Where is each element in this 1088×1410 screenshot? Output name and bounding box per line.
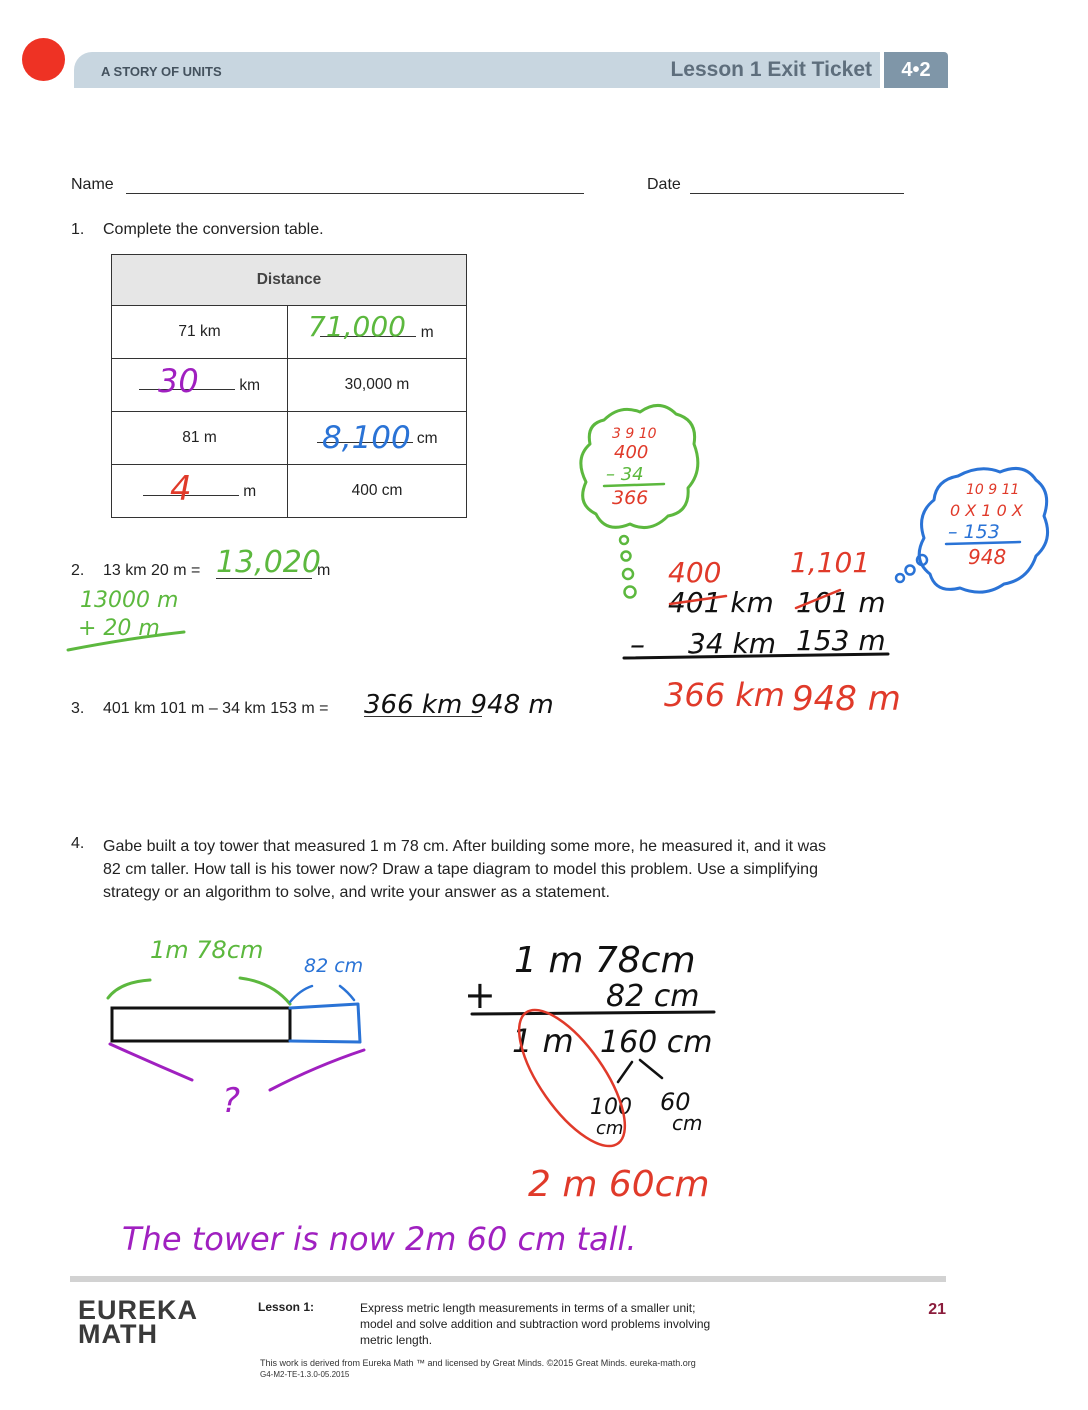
q2-work-line2: + 20 m xyxy=(78,616,160,641)
q1-answer-3: 8,100 xyxy=(322,420,411,456)
footer-desc-line: Express metric length measurements in terms of a smaller unit; xyxy=(360,1301,696,1315)
tape-brace-green xyxy=(108,978,290,1004)
unit-label: km xyxy=(239,377,260,394)
q3-prompt: 401 km 101 m – 34 km 153 m = xyxy=(103,700,329,717)
green-bubble-dot xyxy=(620,536,628,544)
blue-bubble-dot xyxy=(896,574,904,582)
footer-desc-line: metric length. xyxy=(360,1333,433,1347)
logo-line: MATH xyxy=(78,1319,158,1349)
split-b-top: 60 xyxy=(660,1088,691,1116)
blue-bubble-line1: 10 9 11 xyxy=(966,482,1020,498)
q1-number: 1. xyxy=(71,221,85,238)
green-bubble-line3: – 34 xyxy=(606,464,644,485)
unit-label: cm xyxy=(416,430,438,447)
q1-answer-2: 30 xyxy=(158,362,199,400)
blue-bubble-dot xyxy=(906,566,915,575)
blue-bubble-line3: – 153 xyxy=(948,521,1000,543)
unit-label: m xyxy=(420,324,434,341)
green-bubble-dot xyxy=(622,552,631,561)
q1-prompt: Complete the conversion table. xyxy=(103,221,324,238)
tape-label-2: 82 cm xyxy=(304,955,364,977)
alg-line1: 1 m 78cm xyxy=(514,940,696,981)
regroup-circle xyxy=(500,994,644,1162)
green-bubble-line1: 3 9 10 xyxy=(612,426,657,442)
q3-top-m: 101 m xyxy=(796,586,886,619)
q3-res-km: 366 km xyxy=(664,676,785,714)
lesson-code-badge: 4•2 xyxy=(884,52,948,88)
tape-brace-blue xyxy=(290,986,354,1002)
footer-rule xyxy=(70,1276,946,1282)
q2-unit: m xyxy=(317,562,331,579)
tape-label-1: 1m 78cm xyxy=(150,936,264,964)
q3-sub-km: 34 km xyxy=(688,627,777,660)
alg-split-lines xyxy=(618,1060,662,1082)
q2-answer: 13,020 xyxy=(216,545,321,580)
q3-regroup-km: 400 xyxy=(668,556,722,589)
q3-top-km: 401 km xyxy=(668,586,774,619)
unit-label: m xyxy=(243,483,257,500)
footer-lesson-label: Lesson 1: xyxy=(258,1300,315,1314)
q3-minus: – xyxy=(630,628,645,663)
q4-number: 4. xyxy=(71,835,85,852)
tape-segment-2 xyxy=(290,1004,360,1042)
alg-line3-cm: 160 cm xyxy=(600,1025,713,1060)
q2-number: 2. xyxy=(71,562,85,579)
table-cell: 71 km xyxy=(112,306,288,359)
q3-answer: 366 km 948 m xyxy=(364,690,554,720)
name-label: Name xyxy=(71,176,114,193)
green-bubble-dot xyxy=(623,569,633,579)
blue-bubble-line4: 948 xyxy=(968,545,1007,569)
alg-rule xyxy=(472,1012,714,1014)
split-a-top: 100 xyxy=(590,1095,632,1120)
tape-unknown: ? xyxy=(222,1081,241,1121)
split-b-bottom: cm xyxy=(672,1111,703,1135)
q2-prompt: 13 km 20 m = xyxy=(103,562,201,579)
q4-prompt-line: strategy or an algorithm to solve, and write your answer as a statement. xyxy=(103,884,610,901)
footer-description xyxy=(360,1300,780,1348)
green-bubble-line4: 366 xyxy=(612,487,649,509)
green-bubble-dot xyxy=(625,587,636,598)
series-title: A STORY OF UNITS xyxy=(101,64,222,79)
q3-work-rule xyxy=(624,654,888,658)
blue-bubble-line2: 0 X 1 0 X xyxy=(950,501,1023,520)
q3-sub-m: 153 m xyxy=(796,624,886,657)
table-cell: 400 cm xyxy=(288,465,467,518)
tape-segment-1 xyxy=(112,1008,290,1041)
footer-credit: This work is derived from Eureka Math ™ and licensed by Great Minds. ©2015 Great Minds. eureka-math.org xyxy=(260,1358,696,1368)
green-bubble-line2: 400 xyxy=(614,442,649,463)
eureka-logo xyxy=(78,1295,199,1349)
page-number: 21 xyxy=(928,1301,946,1318)
alg-line2: 82 cm xyxy=(606,979,700,1014)
q3-res-m: 948 m xyxy=(792,679,901,719)
alg-plus: + xyxy=(464,973,496,1017)
answer-statement: The tower is now 2m 60 cm tall. xyxy=(122,1220,637,1258)
q3-regroup-m: 1,101 xyxy=(790,546,871,579)
footer-code: G4-M2-TE-1.3.0-05.2015 xyxy=(260,1370,350,1379)
table-cell: 81 m xyxy=(112,412,288,465)
footer-desc-line: model and solve addition and subtraction word problems involving xyxy=(360,1317,711,1331)
lesson-title: Lesson 1 Exit Ticket xyxy=(670,58,872,81)
alg-result: 2 m 60cm xyxy=(528,1164,710,1205)
alg-line3-m: 1 m xyxy=(512,1022,574,1060)
table-header: Distance xyxy=(112,255,467,306)
q4-prompt-line: Gabe built a toy tower that measured 1 m 78 cm. After building some more, he measured it, and it was xyxy=(103,838,827,855)
split-a-bottom: cm xyxy=(596,1118,624,1139)
q3-number: 3. xyxy=(71,700,85,717)
q1-answer-4: 4 xyxy=(170,469,192,509)
q4-prompt-line: 82 cm taller. How tall is his tower now? Draw a tape diagram to model this problem. Use a simplifying xyxy=(103,861,818,878)
q2-work-line1: 13000 m xyxy=(80,588,179,613)
table-cell: 30,000 m xyxy=(288,359,467,412)
date-label: Date xyxy=(647,176,681,193)
q1-answer-1: 71,000 xyxy=(308,310,406,343)
logo-line: EUREKA xyxy=(78,1295,199,1325)
